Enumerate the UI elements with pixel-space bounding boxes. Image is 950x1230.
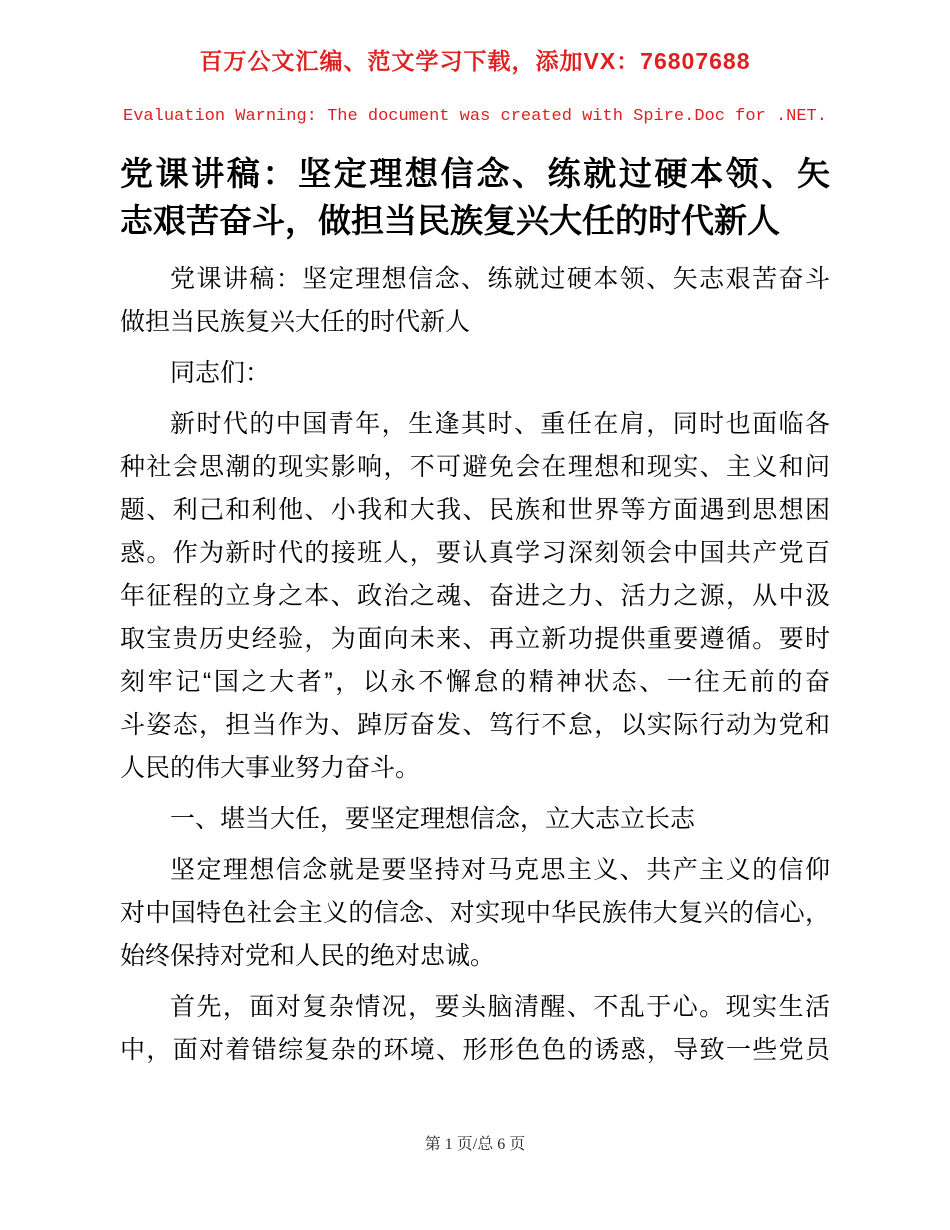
paragraph-line: 刻牢记“国之大者”，以永不懈怠的精神状态、一往无前的奋 — [120, 668, 830, 696]
paragraph-line: 人民的伟大事业努力奋斗。 — [120, 754, 421, 782]
document-title-line-1: 党课讲稿：坚定理想信念、练就过硬本领、矢 — [120, 155, 830, 192]
paragraph-line: 做担当民族复兴大任的时代新人 — [120, 308, 471, 336]
paragraph-line: 对中国特色社会主义的信念、对实现中华民族伟大复兴的信心， — [120, 899, 830, 927]
paragraph-line: 首先，面对复杂情况，要头脑清醒、不乱于心。现实生活 — [170, 993, 830, 1021]
paragraph-title-repeat — [120, 258, 830, 344]
paragraph-line: 同志们： — [170, 359, 271, 387]
evaluation-warning-text: Evaluation Warning: The document was created with Spire.Doc for .NET. — [123, 107, 827, 126]
paragraph-line: 年征程的立身之本、政治之魂、奋进之力、活力之源，从中汲 — [120, 582, 830, 610]
paragraph-line: 新时代的中国青年，生逢其时、重任在肩，同时也面临各 — [170, 410, 830, 438]
paragraph-line: 党课讲稿：坚定理想信念、练就过硬本领、矢志艰苦奋斗 — [170, 265, 830, 293]
promo-header-text: 百万公文汇编、范文学习下载，添加VX：76807688 — [199, 48, 751, 74]
section-heading-1 — [120, 798, 830, 841]
paragraph-ideals — [120, 849, 830, 978]
paragraph-line: 题、利己和利他、小我和大我、民族和世界等方面遇到思想困 — [120, 496, 830, 524]
section-heading-line: 一、堪当大任，要坚定理想信念，立大志立长志 — [170, 805, 696, 833]
paragraph-salutation — [120, 352, 830, 395]
paragraph-line: 始终保持对党和人民的绝对忠诚。 — [120, 942, 496, 970]
paragraph-line: 斗姿态，担当作为、踔厉奋发、笃行不怠，以实际行动为党和 — [120, 711, 830, 739]
paragraph-line: 惑。作为新时代的接班人，要认真学习深刻领会中国共产党百 — [120, 539, 830, 567]
paragraph-line: 取宝贵历史经验，为面向未来、再立新功提供重要遵循。要时 — [120, 625, 830, 653]
document-title — [120, 150, 830, 244]
paragraph-line: 坚定理想信念就是要坚持对马克思主义、共产主义的信仰 — [170, 856, 830, 884]
paragraph-line: 中，面对着错综复杂的环境、形形色色的诱惑，导致一些党员 — [120, 1036, 830, 1064]
page-number-indicator: 第 1 页/总 6 页 — [424, 1136, 526, 1153]
document-title-line-2: 志艰苦奋斗，做担当民族复兴大任的时代新人 — [120, 202, 780, 239]
paragraph-first-point — [120, 986, 830, 1072]
paragraph-line: 种社会思潮的现实影响，不可避免会在理想和现实、主义和问 — [120, 453, 830, 481]
paragraph-body-intro — [120, 403, 830, 790]
